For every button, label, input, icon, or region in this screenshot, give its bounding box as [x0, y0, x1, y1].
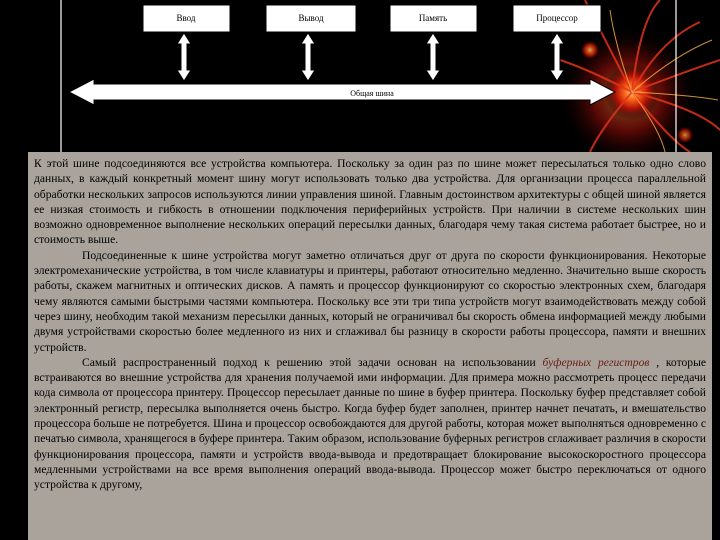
svg-text:Ввод: Ввод — [176, 13, 196, 23]
buffer-registers-term: буферных регистров — [542, 355, 650, 369]
arrow-output — [301, 33, 315, 81]
bus-label: Общая шина — [350, 89, 394, 98]
common-bus-arrow — [69, 79, 615, 105]
svg-text:Память: Память — [418, 13, 448, 23]
arrow-input — [177, 33, 191, 81]
svg-text:Вывод: Вывод — [298, 13, 324, 23]
arrow-memory — [426, 33, 440, 81]
device-memory — [390, 5, 477, 32]
paragraph-3-rest: , которые встраиваются во внешние устройства для хранения получаемой ими информации. Для примера можно рассмотреть процесс передачи кода символа от процессора принтеру. Процессор пересылает данные по шине в буфер принтера. Поскольку буфер представляет собой электронный регистр, пересылка выполняется очень быстро. Когда буфер будет заполнен, принтер начнет печатать, и вмешательство процессора больше не потребуется. Шина и процессор освобождаются для другой работы, которая может выполняться одновременно с печатью символа, хранящегося в буфере принтера. Таким образом, использование буферных регистров сглаживает различия в скорости функционирования процессора, памяти и устройств ввода-вывода и предотвращает блокирование высокоскоростного процессора медленными устройствами на все время выполнения операций ввода-вывода. Процессор может быстро переключаться от одного устройства к другому, — [34, 355, 707, 492]
device-output — [266, 5, 356, 32]
bus-architecture-diagram — [0, 0, 720, 152]
paragraph-3-start: Самый распространенный подход к решению этой задачи основан на использовании — [82, 355, 543, 369]
paragraph-1: К этой шине подсоединяются все устройства компьютера. Поскольку за один раз по шине может пересылаться только одно слово данных, в каждый конкретный момент шину могут использовать только два устройства. Для организации процесса параллельной обработки нескольких запросов используются линии управления шиной. Главным достоинством архитектуры с общей шиной является ее низкая стоимость и гибкость в отношении подключения периферийных устройств. При наличии в системе нескольких шин возможно одновременное выполнение нескольких операций пересылки данных, благодаря чему такая система работает быстрее, но и стоимость выше. — [34, 157, 706, 247]
svg-text:Процессор: Процессор — [536, 13, 578, 23]
description-text-block — [28, 152, 712, 540]
paragraph-3 — [34, 355, 706, 493]
paragraph-2: Подсоединенные к шине устройства могут заметно отличаться друг от друга по скорости функционирования. Некоторые электромеханические устройства, в том числе клавиатуры и принтеры, работают относительно медленно. Значительно выше скорость работы, скажем магнитных и оптических дисков. А память и процессор функционируют со скоростью электронных схем, благодаря чему являются самыми быстрыми частями компьютера. Поскольку все эти три типа устройств могут взаимодействовать между собой через шину, необходим такой механизм пересылки данных, который не ограничивал бы скорость обмена информацией между любыми двумя устройствами скоростью более медленного из них и сглаживал бы разницу в скорости работы процессора, памяти и внешних устройств. — [34, 248, 706, 354]
connection-arrows — [177, 33, 564, 81]
arrow-processor — [550, 33, 564, 81]
device-input — [143, 5, 230, 32]
device-processor — [513, 5, 601, 32]
